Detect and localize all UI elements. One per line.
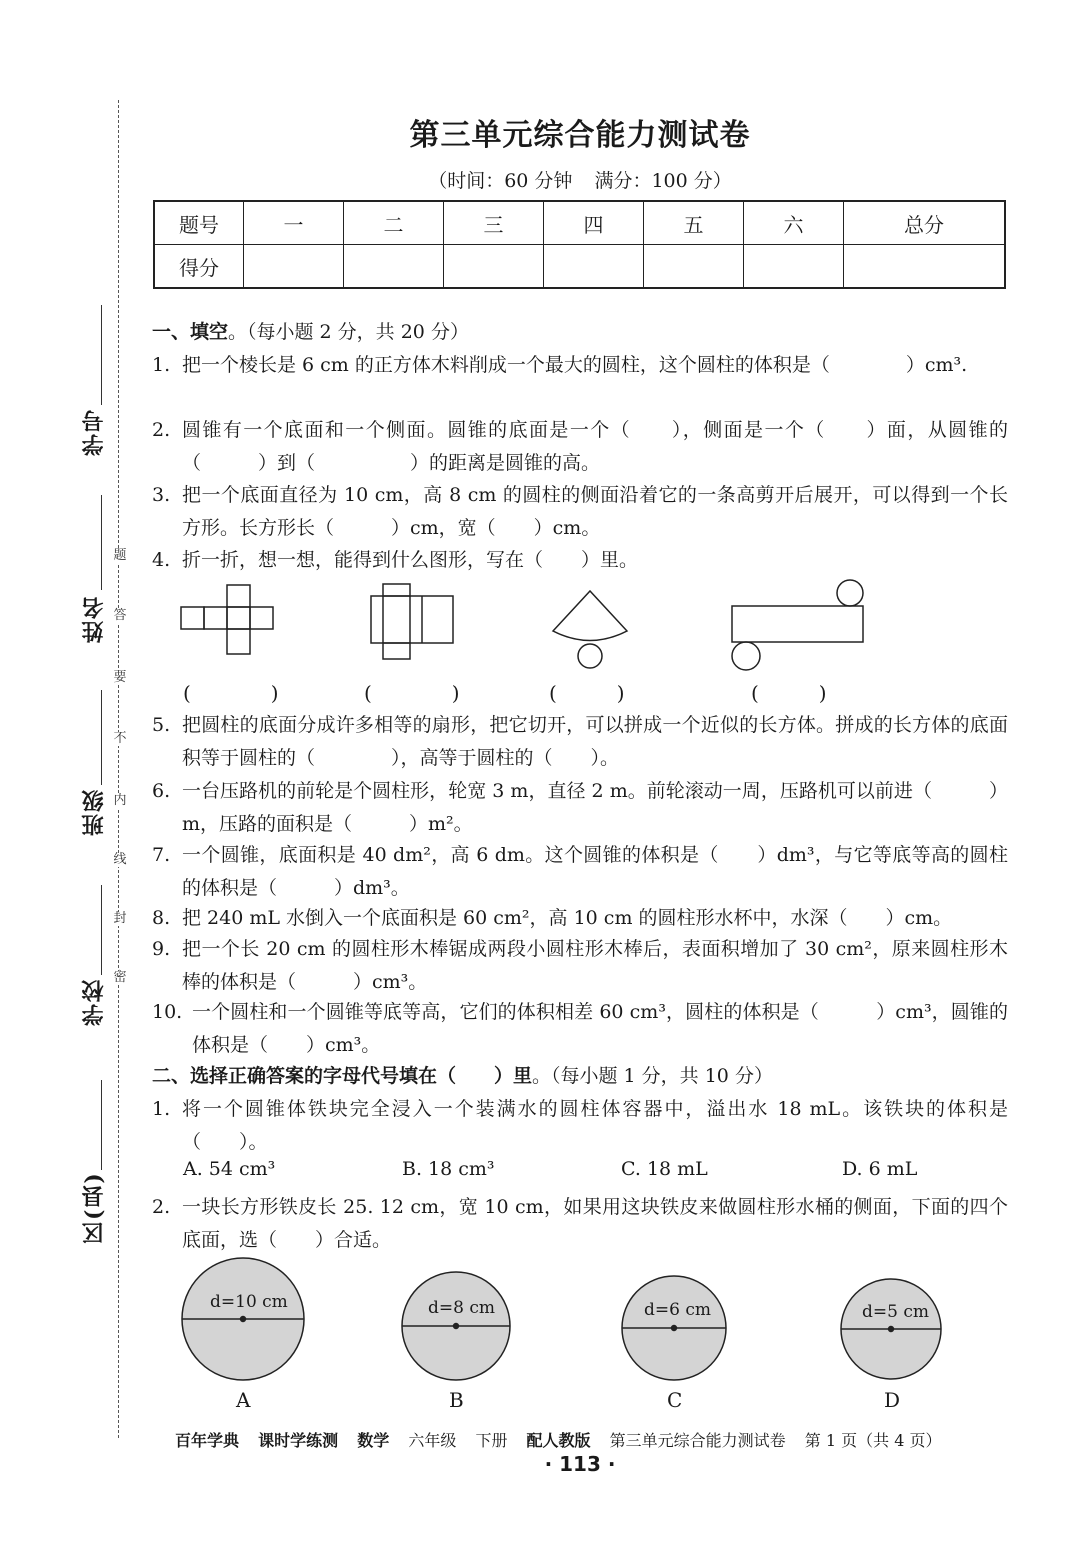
page-title: 第三单元综合能力测试卷 [409,118,751,153]
question-number: 1. [152,354,171,376]
circle-letter[interactable]: C [667,1388,683,1412]
question-text: 把 240 mL 水倒入一个底面积是 60 cm²，高 10 cm 的圆柱形水杯中，水深（ ）cm。 [182,907,953,929]
seal-char: 线 [113,852,127,867]
footer-volume: 下册 [475,1431,508,1450]
question [152,349,1008,382]
question [152,479,1008,544]
page-number: · 113 · [544,1452,616,1476]
choice-option[interactable]: C. 18 mL [621,1158,708,1180]
seal-char: 答 [113,608,127,623]
id-underline [101,305,102,405]
footer-brand: 百年学典 [175,1431,240,1450]
score-table [153,200,1006,289]
score-input-cell[interactable] [744,245,844,289]
seal-char: 要 [113,670,127,685]
question [152,1093,1008,1158]
question-number: 4. [152,549,171,571]
score-input-cell[interactable] [244,245,344,289]
time-limit: （时间：60 分钟 [428,170,573,192]
name-underline [101,495,102,590]
circle-option-b [402,1272,510,1380]
table-cell: 五 [644,201,744,245]
section-heading [152,316,469,348]
seal-char: 题 [113,548,127,563]
question [152,414,1008,479]
question-number: 2. [152,1196,171,1218]
question [152,709,1008,774]
table-cell: 三 [444,201,544,245]
cone-net-figure [553,591,627,668]
question [152,1191,1008,1256]
footer-grade: 六年级 [408,1431,457,1450]
section-note: 。（每小题 2 分，共 20 分） [228,321,469,343]
footer-test-name: 第三单元综合能力测试卷 [609,1431,786,1450]
district-underline [101,1080,102,1170]
footer-series: 课时学练测 [258,1431,339,1450]
circle-diameter-label: d=10 cm [210,1292,288,1312]
section-note: 。（每小题 1 分，共 10 分） [532,1065,773,1087]
section-heading [152,1060,773,1092]
question [152,775,1008,840]
circle-diameter-label: d=8 cm [428,1298,495,1318]
circle-letter[interactable]: A [236,1388,251,1412]
question-text: 折一折，想一想，能得到什么图形，写在（ ）里。 [182,549,639,571]
question [152,839,1008,904]
circle-option-c [622,1276,726,1380]
question-number: 9. [152,938,171,960]
circle-diameter-label: d=5 cm [862,1302,929,1322]
question-number: 3. [152,484,171,506]
table-score-row [154,245,1005,289]
name-label: 姓名 [81,595,107,644]
table-cell: 总分 [844,201,1006,245]
footer-page-info: 第 1 页（共 4 页） [804,1431,942,1450]
question-text: 一台压路机的前轮是个圆柱形，轮宽 3 m，直径 2 m。前轮滚动一周，压路机可以前进（ ）m，压路的面积是（ ）m²。 [182,780,1008,835]
circle-option-d [841,1279,941,1379]
question-text: 把一个棱长是 6 cm 的正方体木料削成一个最大的圆柱，这个圆柱的体积是（ ）cm³. [182,354,968,376]
score-input-cell[interactable] [444,245,544,289]
circle-letter[interactable]: D [884,1388,901,1412]
school-label: 学校 [81,978,107,1027]
answer-blank[interactable]: ( ) [549,681,625,705]
choice-option[interactable]: D. 6 mL [842,1158,918,1180]
question [152,902,1008,935]
table-cell: 四 [544,201,644,245]
question [152,933,1008,998]
question-text: 圆锥有一个底面和一个侧面。圆锥的底面是一个（ ），侧面是一个（ ）面，从圆锥的（ ）到（ ）的距离是圆锥的高。 [182,419,1008,474]
question-number: 8. [152,907,171,929]
question-number: 6. [152,780,171,802]
table-header-row [154,201,1005,245]
answer-blank[interactable]: ( ) [183,681,279,705]
choice-option[interactable]: A. 54 cm³ [183,1158,276,1180]
choice-option[interactable]: B. 18 cm³ [402,1158,495,1180]
question-number: 2. [152,419,171,441]
question-text: 把圆柱的底面分成许多相等的扇形，把它切开，可以拼成一个近似的长方体。拼成的长方体的底面积等于圆柱的（ ），高等于圆柱的（ ）。 [182,714,1008,769]
table-cell: 六 [744,201,844,245]
answer-blank[interactable]: ( ) [364,681,460,705]
score-input-cell[interactable] [544,245,644,289]
district-label: 区(县) [81,1171,107,1244]
score-input-cell[interactable] [344,245,444,289]
exam-info [0,166,1080,193]
circle-diameter-label: d=6 cm [644,1300,711,1320]
footer-edition: 配人教版 [526,1431,591,1450]
class-label: 班级 [81,788,107,837]
school-underline [101,885,102,975]
class-underline [101,690,102,785]
score-input-cell[interactable] [844,245,1006,289]
question-number: 10. [152,1001,183,1023]
question [152,544,1008,577]
cylinder-net-figure [732,580,863,670]
q4-figures [150,575,910,675]
footer-subject: 数学 [357,1431,390,1450]
circle-option-a [182,1258,304,1380]
circle-letter[interactable]: B [449,1388,464,1412]
seal-char: 封 [113,911,127,926]
full-score: 满分：100 分） [594,170,732,192]
seal-char: 内 [113,793,127,808]
section-title: 二、选择正确答案的字母代号填在（ ）里 [152,1065,533,1087]
question-text: 把一个底面直径为 10 cm，高 8 cm 的圆柱的侧面沿着它的一条高剪开后展开，可以得到一个长方形。长方形长（ ）cm，宽（ ）cm。 [182,484,1008,539]
student-id-label: 学号 [81,408,107,457]
binding-dashed-line [118,100,119,1438]
question [152,996,1008,1061]
table-cell: 一 [244,201,344,245]
question-number: 7. [152,844,171,866]
table-cell: 二 [344,201,444,245]
question-text: 一块长方形铁皮长 25. 12 cm，宽 10 cm，如果用这块铁皮来做圆柱形水桶的侧面，下面的四个底面，选（ ）合适。 [182,1196,1008,1251]
question-number: 1. [152,1098,171,1120]
answer-blank[interactable]: ( ) [751,681,827,705]
q2-circle-options [170,1255,960,1385]
page-footer [175,1428,955,1451]
question-text: 一个圆锥，底面积是 40 dm²，高 6 dm。这个圆锥的体积是（ ）dm³，与它等底等高的圆柱的体积是（ ）dm³。 [182,844,1008,899]
cube-net-figure [181,585,273,654]
question-text: 把一个长 20 cm 的圆柱形木棒锯成两段小圆柱形木棒后，表面积增加了 30 cm²，原来圆柱形木棒的体积是（ ）cm³。 [182,938,1008,993]
table-cell: 得分 [154,245,244,289]
seal-char: 不 [113,731,127,746]
question-text: 一个圆柱和一个圆锥等底等高，它们的体积相差 60 cm³，圆柱的体积是（ ）cm³，圆锥的体积是（ ）cm³。 [192,1001,1008,1056]
seal-char: 密 [113,970,127,985]
score-input-cell[interactable] [644,245,744,289]
cuboid-net-figure [371,584,453,659]
question-text: 将一个圆锥体铁块完全浸入一个装满水的圆柱体容器中，溢出水 18 mL。该铁块的体积是（ ）。 [182,1098,1008,1153]
table-cell: 题号 [154,201,244,245]
section-title: 一、填空 [152,321,229,343]
question-number: 5. [152,714,171,736]
